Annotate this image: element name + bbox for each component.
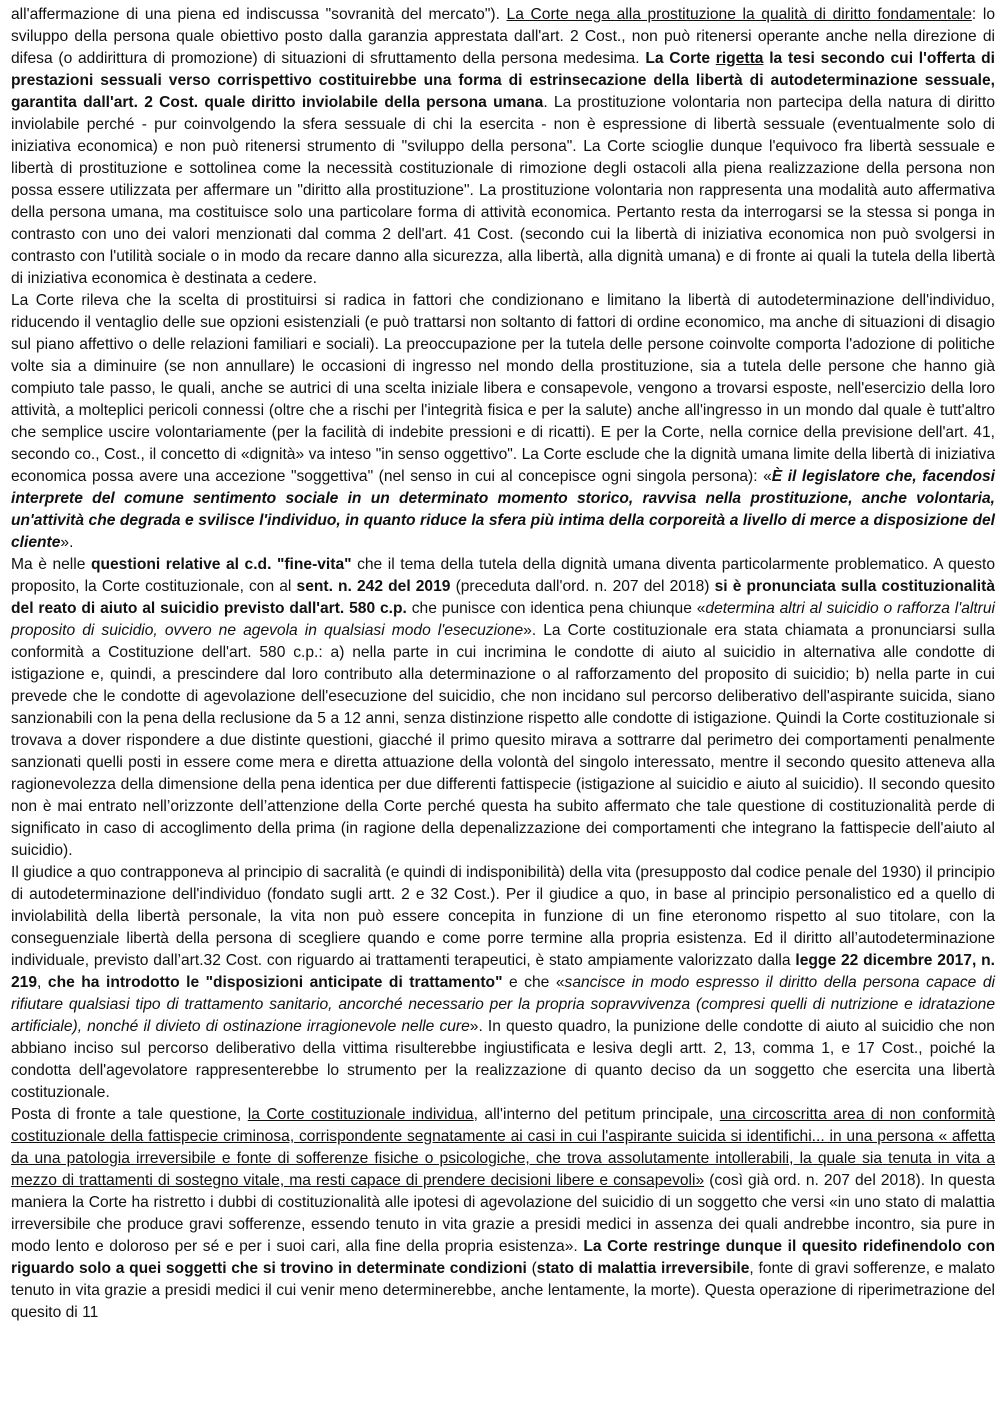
text-run: (preceduta dall'ord. n. 207 del 2018) xyxy=(450,578,715,595)
text-run: , all'interno del petitum principale, xyxy=(473,1106,720,1123)
text-run: questioni relative al c.d. "fine-vita" xyxy=(90,556,352,573)
text-run: ». La Corte costituzionale era stata chiamata a pronunciarsi sulla conformità a Costituzione dell'art. 580 c.p.: a) nella parte in cui incrimina le condotte di aiuto al suicidio in alternativa alle condotte di istigazione e, quindi, a prescindere dal loro contributo alla determinazione o al rafforzamento del proposito di suicidio; b) nella parte in cui prevede che le condotte di agevolazione dell'esecuzione del suicidio, che non incidano sul percorso deliberativo dell'aspirante suicida, siano sanzionabili con la pena della reclusione da 5 a 12 anni, senza distinzione rispetto alle condotte di istigazione. Quindi la Corte costituzionale si trovava a dover rispondere a due distinte questioni, giacché il primo quesito mirava a sottrarre dal perimetro dei comportamenti penalmente sanzionati quelli posti in essere come mera e diretta attuazione della volontà del singolo interessato, mentre il secondo quesito atteneva alla ragionevolezza della dimensione della pena identica per due differenti fattispecie (istigazione al suicidio e aiuto al suicidio). Il secondo quesito non è mai entrato nell’orizzonte dell’attenzione della Corte perché questa ha subito affermato che tale questione di costituzionalità perde di significato in caso di accoglimento della prima (in ragione della depenalizzazione dei comportamenti che integrano la fattispecie dell'aiuto al suicidio). xyxy=(11,622,995,859)
text-run: Ma è nelle xyxy=(11,556,91,573)
text-run: la tesi secondo cui l'offerta di prestazioni sessuali verso corrispettivo costituirebbe una forma di estrinsecazione della libertà di autodeterminazione sessuale, garantita dall'art. 2 Cost. quale diritto inviolabile della persona umana xyxy=(11,50,995,111)
text-run: si è pronunciata sulla costituzionalità del reato di aiuto al suicidio previsto dall'art. 580 c.p. xyxy=(11,578,995,617)
text-run: ». xyxy=(60,534,74,551)
text-run: La Corte xyxy=(645,50,716,67)
text-run: La Corte nega alla prostituzione la qualità di diritto fondamentale xyxy=(506,6,972,23)
text-run: sent. n. 242 del 2019 xyxy=(296,578,451,595)
text-run: È il legislatore che, facendosi interprete del comune sentimento sociale in un determinato momento storico, ravvisa nella prostituzione, anche volontaria, un'attività che degrada e svilisce l'individuo, in quanto riduce la sfera più intima della corporeità a livello di merce a disposizione del cliente xyxy=(11,468,995,551)
text-run: la Corte costituzionale individua xyxy=(247,1106,474,1123)
text-run: sancisce in modo espresso il diritto della persona capace di rifiutare qualsiasi tipo di trattamento sanitario, ancorché necessario per la propria sopravvivenza (compresi quelli di nutrizione e idratazione artificiale), nonché il divieto di ostinazione irragionevole nelle cure xyxy=(11,974,996,1035)
text-run: all'affermazione di una piena ed indiscussa "sovranità del mercato"). xyxy=(11,6,507,23)
text-run: e che « xyxy=(502,974,565,991)
paragraph-5 xyxy=(11,1104,995,1324)
paragraph-3 xyxy=(11,554,995,862)
text-run: una circoscritta area di non conformità costituzionale della fattispecie criminosa, corrispondente segnatamente ai casi in cui l'aspirante suicida si identifichi... in una persona « affetta da una patologia irreversibile e fonte di sofferenze fisiche o psicologiche, che trova assolutamente intollerabili, la quale sia tenuta in vita a mezzo di trattamenti di sostegno vitale, ma resti capace di prendere decisioni libere e consapevoli» xyxy=(11,1106,995,1189)
paragraph-1 xyxy=(11,4,995,290)
text-run: legge 22 dicembre 2017, n. 219 xyxy=(11,952,995,991)
text-run: La Corte restringe dunque il quesito ridefinendolo con riguardo solo a quei soggetti che si trovino in determinate condizioni xyxy=(11,1238,995,1277)
paragraph-2 xyxy=(11,290,995,554)
text-run: . La prostituzione volontaria non partecipa della natura di diritto inviolabile perché - pur coinvolgendo la sfera sessuale di chi la esercita - non è espressione di libertà sessuale (eventualmente solo di iniziativa economica) e non può ritenersi strumento di "sviluppo della persona". La Corte scioglie dunque l'equivoco fra libertà sessuale e libertà di prostituzione e sottolinea come la necessità costituzionale di rimozione degli ostacoli alla piena realizzazione della persona non possa essere utilizzata per affermare un "diritto alla prostituzione". La prostituzione volontaria non rappresenta una modalità auto affermativa della persona umana, ma costituisce solo una particolare forma di attività economica. Pertanto resta da interrogarsi se la stessa si ponga in contrasto con uno dei valori menzionati dal comma 2 dell'art. 41 Cost. (secondo cui la libertà di iniziativa economica non può svolgersi in contrasto con l'utilità sociale o in modo da recare danno alla sicurezza, alla libertà, alla dignità umana) e di fronte ai quali la tutela della libertà di iniziativa economica è destinata a cedere. xyxy=(11,94,995,287)
text-run: Il giudice a quo contrapponeva al principio di sacralità (e quindi di indisponibilità) della vita (presupposto dal codice penale del 1930) il principio di autodeterminazione dell'individuo (fondato sugli artt. 2 e 32 Cost.). Per il giudice a quo, in base al principio personalistico ed a quello di inviolabilità della libertà personale, la vita non può essere concepita in funzione di un fine eteronomo rispetto al suo titolare, con la conseguenziale libertà della persona di scegliere quando e come porre termine alla propria esistenza. Ed il diritto all’autodeterminazione individuale, previsto dall’art.32 Cost. con riguardo ai trattamenti terapeutici, è stato ampiamente valorizzato dalla xyxy=(11,864,995,969)
text-run: Posta di fronte a tale questione, xyxy=(11,1106,248,1123)
text-run: La Corte rileva che la scelta di prostituirsi si radica in fattori che condizionano e limitano la libertà di autodeterminazione dell'individuo, riducendo il ventaglio delle sue opzioni esistenziali (e può trattarsi non soltanto di fattori di ordine economico, ma anche di situazioni di disagio sul piano affettivo o delle relazioni familiari e sociali). La preoccupazione per la tutela delle persone coinvolte comporta l'adozione di politiche volte sia a diminuire (se non annullare) le occasioni di ingresso nel mondo della prostituzione, sia a tutela delle persone che hanno già compiuto tale passo, le quali, anche se autrici di una scelta iniziale libera e consapevole, vengono a trovarsi esposte, nell'esercizio della loro attività, a molteplici pericoli connessi (oltre che a rischi per l'integrità fisica e per la salute) anche all'ingresso in un mondo dal quale è tutt'altro che semplice uscire volontariamente (per la facilità di indebite pressioni e di ricatti). E per la Corte, nella cornice della previsione dell'art. 41, secondo co., Cost., il concetto di «dignità» va inteso "in senso oggettivo". La Corte esclude che la dignità umana limite della libertà di iniziativa economica possa avere una accezione "soggettiva" (nel senso in cui al concepisce ogni singola persona): « xyxy=(11,292,995,485)
text-run: ( xyxy=(526,1260,537,1277)
text-run: : lo sviluppo della persona quale obiettivo posto dalla garanzia apprestata dall'art. 2 Cost., non può ritenersi operante anche nella direzione di difesa (o addirittura di promozione) di situazioni di sfruttamento della persona medesima. xyxy=(11,6,995,67)
text-run: stato di malattia irreversibile xyxy=(536,1260,750,1277)
text-run: , xyxy=(37,974,48,991)
text-run: determina altri al suicidio o rafforza l'altrui proposito di suicidio, ovvero ne agevola in qualsiasi modo l'esecuzione xyxy=(11,600,995,639)
text-run: che punisce con identica pena chiunque « xyxy=(406,600,706,617)
paragraph-4 xyxy=(11,862,995,1104)
text-run: (così già ord. n. 207 del 2018). In questa maniera la Corte ha ristretto i dubbi di costituzionalità alle ipotesi di agevolazione del suicidio di un soggetto che versi «in uno stato di malattia irreversibile che produce gravi sofferenze, essendo tenuto in vita grazie a presidi medici in assenza dei quali andrebbe incontro, sia pure in modo lento e doloroso per sé e per i suoi cari, alla fine della propria esistenza». xyxy=(11,1172,995,1255)
text-run: ». In questo quadro, la punizione delle condotte di aiuto al suicidio che non abbiano inciso sul percorso deliberativo della vittima risulterebbe ingiustificata e lesiva degli artt. 2, 13, comma 1, e 17 Cost., poiché la condotta dell'agevolatore rappresenterebbe lo strumento per la realizzazione di quanto deciso da un soggetto che esercita una libertà costituzionale. xyxy=(11,1018,995,1101)
text-run: che ha introdotto le "disposizioni anticipate di trattamento" xyxy=(47,974,503,991)
text-run: rigetta xyxy=(715,50,764,67)
text-run: , fonte di gravi sofferenze, e malato tenuto in vita grazie a presidi medici il cui venir meno determinerebbe, anche lentamente, la morte). Questa operazione di riperimetrazione del quesito di 11 xyxy=(11,1260,996,1321)
text-run: che il tema della tutela della dignità umana diventa particolarmente problematico. A questo proposito, la Corte costituzionale, con al xyxy=(11,556,995,595)
